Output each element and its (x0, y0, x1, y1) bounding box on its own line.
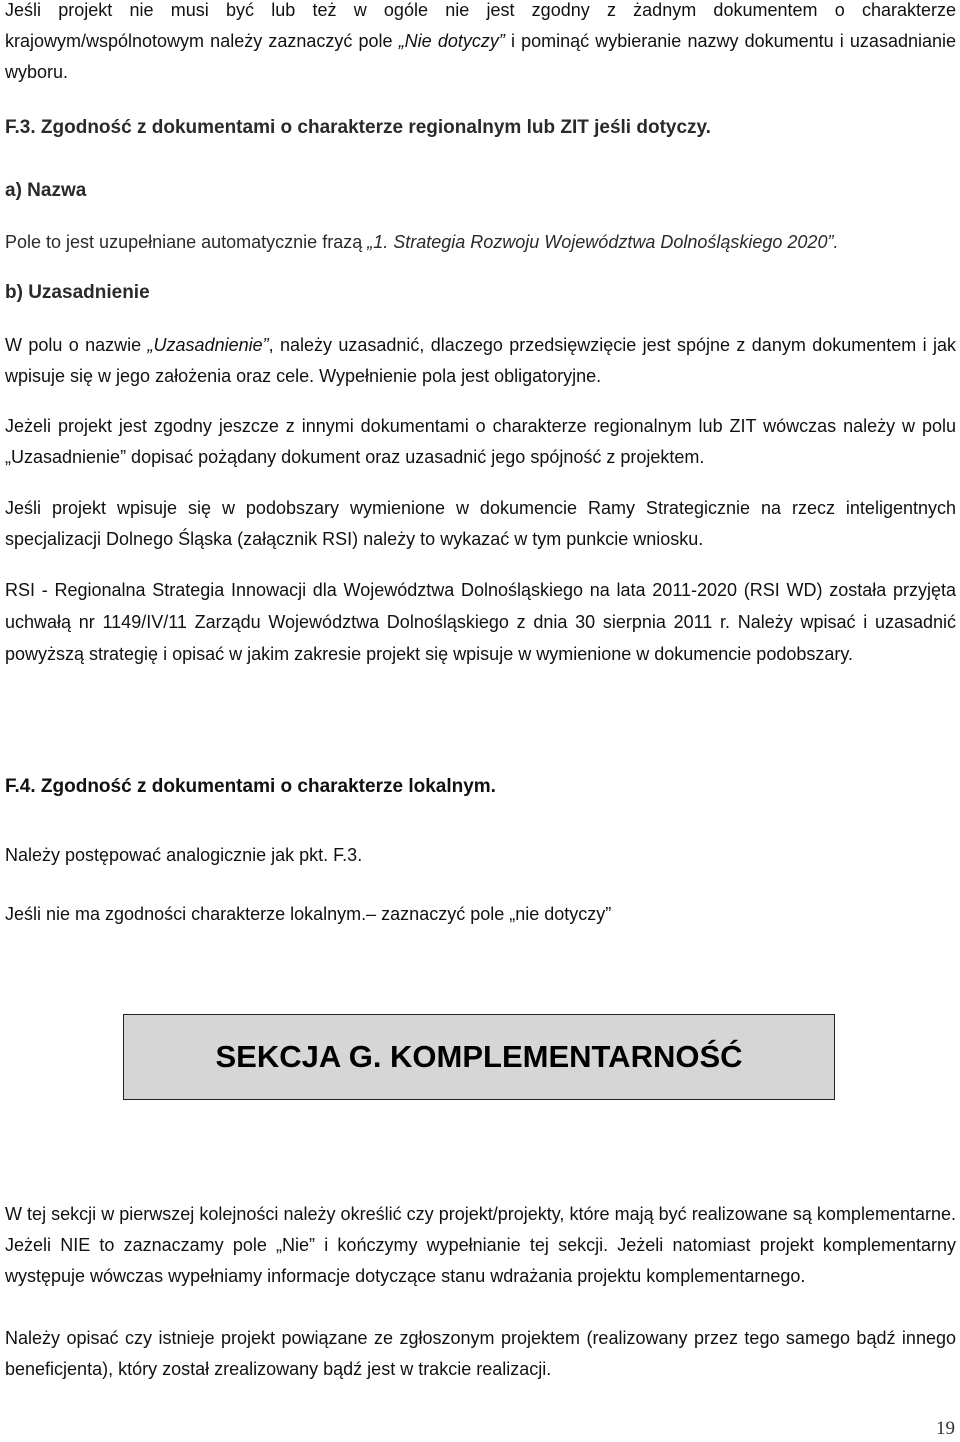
section-g-title: SEKCJA G. KOMPLEMENTARNOŚĆ (215, 1039, 743, 1074)
f3-b-paragraph-2 (5, 411, 956, 473)
f3-b-label: b) Uzasadnienie (5, 282, 150, 303)
f3-a-text-plain: Pole to jest uzupełniane automatycznie frazą (5, 232, 368, 252)
section-g-paragraph-2 (5, 1323, 956, 1385)
f3-a-label: a) Nazwa (5, 180, 87, 201)
f3-b-paragraph-1 (5, 330, 956, 392)
f3-b-p1-b: , należy uzasadnić, dlaczego przedsięwzięcie jest spójne z danym dokumentem i jak wpisuje się w jego założenia oraz cele. Wypełnienie pola jest obligatoryjne. (5, 335, 956, 386)
section-g-paragraph-1 (5, 1199, 956, 1292)
f4-paragraph-1: Należy postępować analogicznie jak pkt. F.3. (5, 845, 363, 865)
f4-paragraph-2: Jeśli nie ma zgodności charakterze lokalnym.– zaznaczyć pole „nie dotyczy” (5, 904, 612, 924)
page-number: 19 (936, 1418, 955, 1439)
f3-b-p2-text: Jeżeli projekt jest zgodny jeszcze z innymi dokumentami o charakterze regionalnym lub ZIT wówczas należy w polu „Uzasadnienie” dopisać pożądany dokument oraz uzasadnić jego spójność z projektem. (5, 416, 956, 467)
section-g-box (123, 1014, 835, 1100)
intro-text-b: i pominąć wybieranie nazwy dokumentu i uzasadnianie wyboru. (5, 31, 957, 82)
f3-a-text-italic: „1. Strategia Rozwoju Województwa Dolnośląskiego 2020”. (367, 232, 839, 252)
f4-heading: F.4. Zgodność z dokumentami o charakterze lokalnym. (5, 776, 496, 797)
section-g-p1-text: W tej sekcji w pierwszej kolejności należy określić czy projekt/projekty, które mają być realizowane są komplementarne. Jeżeli NIE to zaznaczamy pole „Nie” i kończymy wypełnianie tej sekcji. Jeżeli natomiast projekt komplementarny występuje wówczas wypełniamy informacje dotyczące stanu wdrażania projektu komplementarnego. (5, 1204, 956, 1286)
f3-b-p1-a: W polu o nazwie (5, 335, 148, 355)
f3-b-p4-text: RSI - Regionalna Strategia Innowacji dla Województwa Dolnośląskiego na lata 2011-2020 (RSI WD) została przyjęta uchwałą nr 1149/IV/11 Zarządu Województwa Dolnośląskiego z dnia 30 sierpnia 2011 r. Należy wpisać i uzasadnić powyższą strategię i opisać w jakim zakresie projekt się wpisuje w wymienione w dokumencie podobszary. (5, 580, 956, 664)
f3-b-p1-italic: „Uzasadnienie” (147, 335, 269, 355)
intro-text-a: Jeśli projekt nie musi być lub też w ogóle nie jest zgodny z żadnym dokumentem o charakterze krajowym/wspólnotowym należy zaznaczyć pole (5, 0, 956, 51)
section-g-p2-text: Należy opisać czy istnieje projekt powiązane ze zgłoszonym projektem (realizowany przez tego samego bądź innego beneficjenta), który został zrealizowany bądź jest w trakcie realizacji. (5, 1328, 956, 1379)
intro-text-italic: „Nie dotyczy” (398, 31, 505, 51)
f3-heading: F.3. Zgodność z dokumentami o charakterze regionalnym lub ZIT jeśli dotyczy. (5, 117, 711, 138)
f3-b-p3-text: Jeśli projekt wpisuje się w podobszary wymienione w dokumencie Ramy Strategicznie na rzecz inteligentnych specjalizacji Dolnego Śląska (załącznik RSI) należy to wykazać w tym punkcie wniosku. (5, 498, 956, 549)
f3-b-paragraph-4 (5, 574, 956, 670)
intro-paragraph (5, 0, 956, 88)
f3-a-text (5, 227, 956, 257)
f3-b-paragraph-3 (5, 493, 956, 555)
